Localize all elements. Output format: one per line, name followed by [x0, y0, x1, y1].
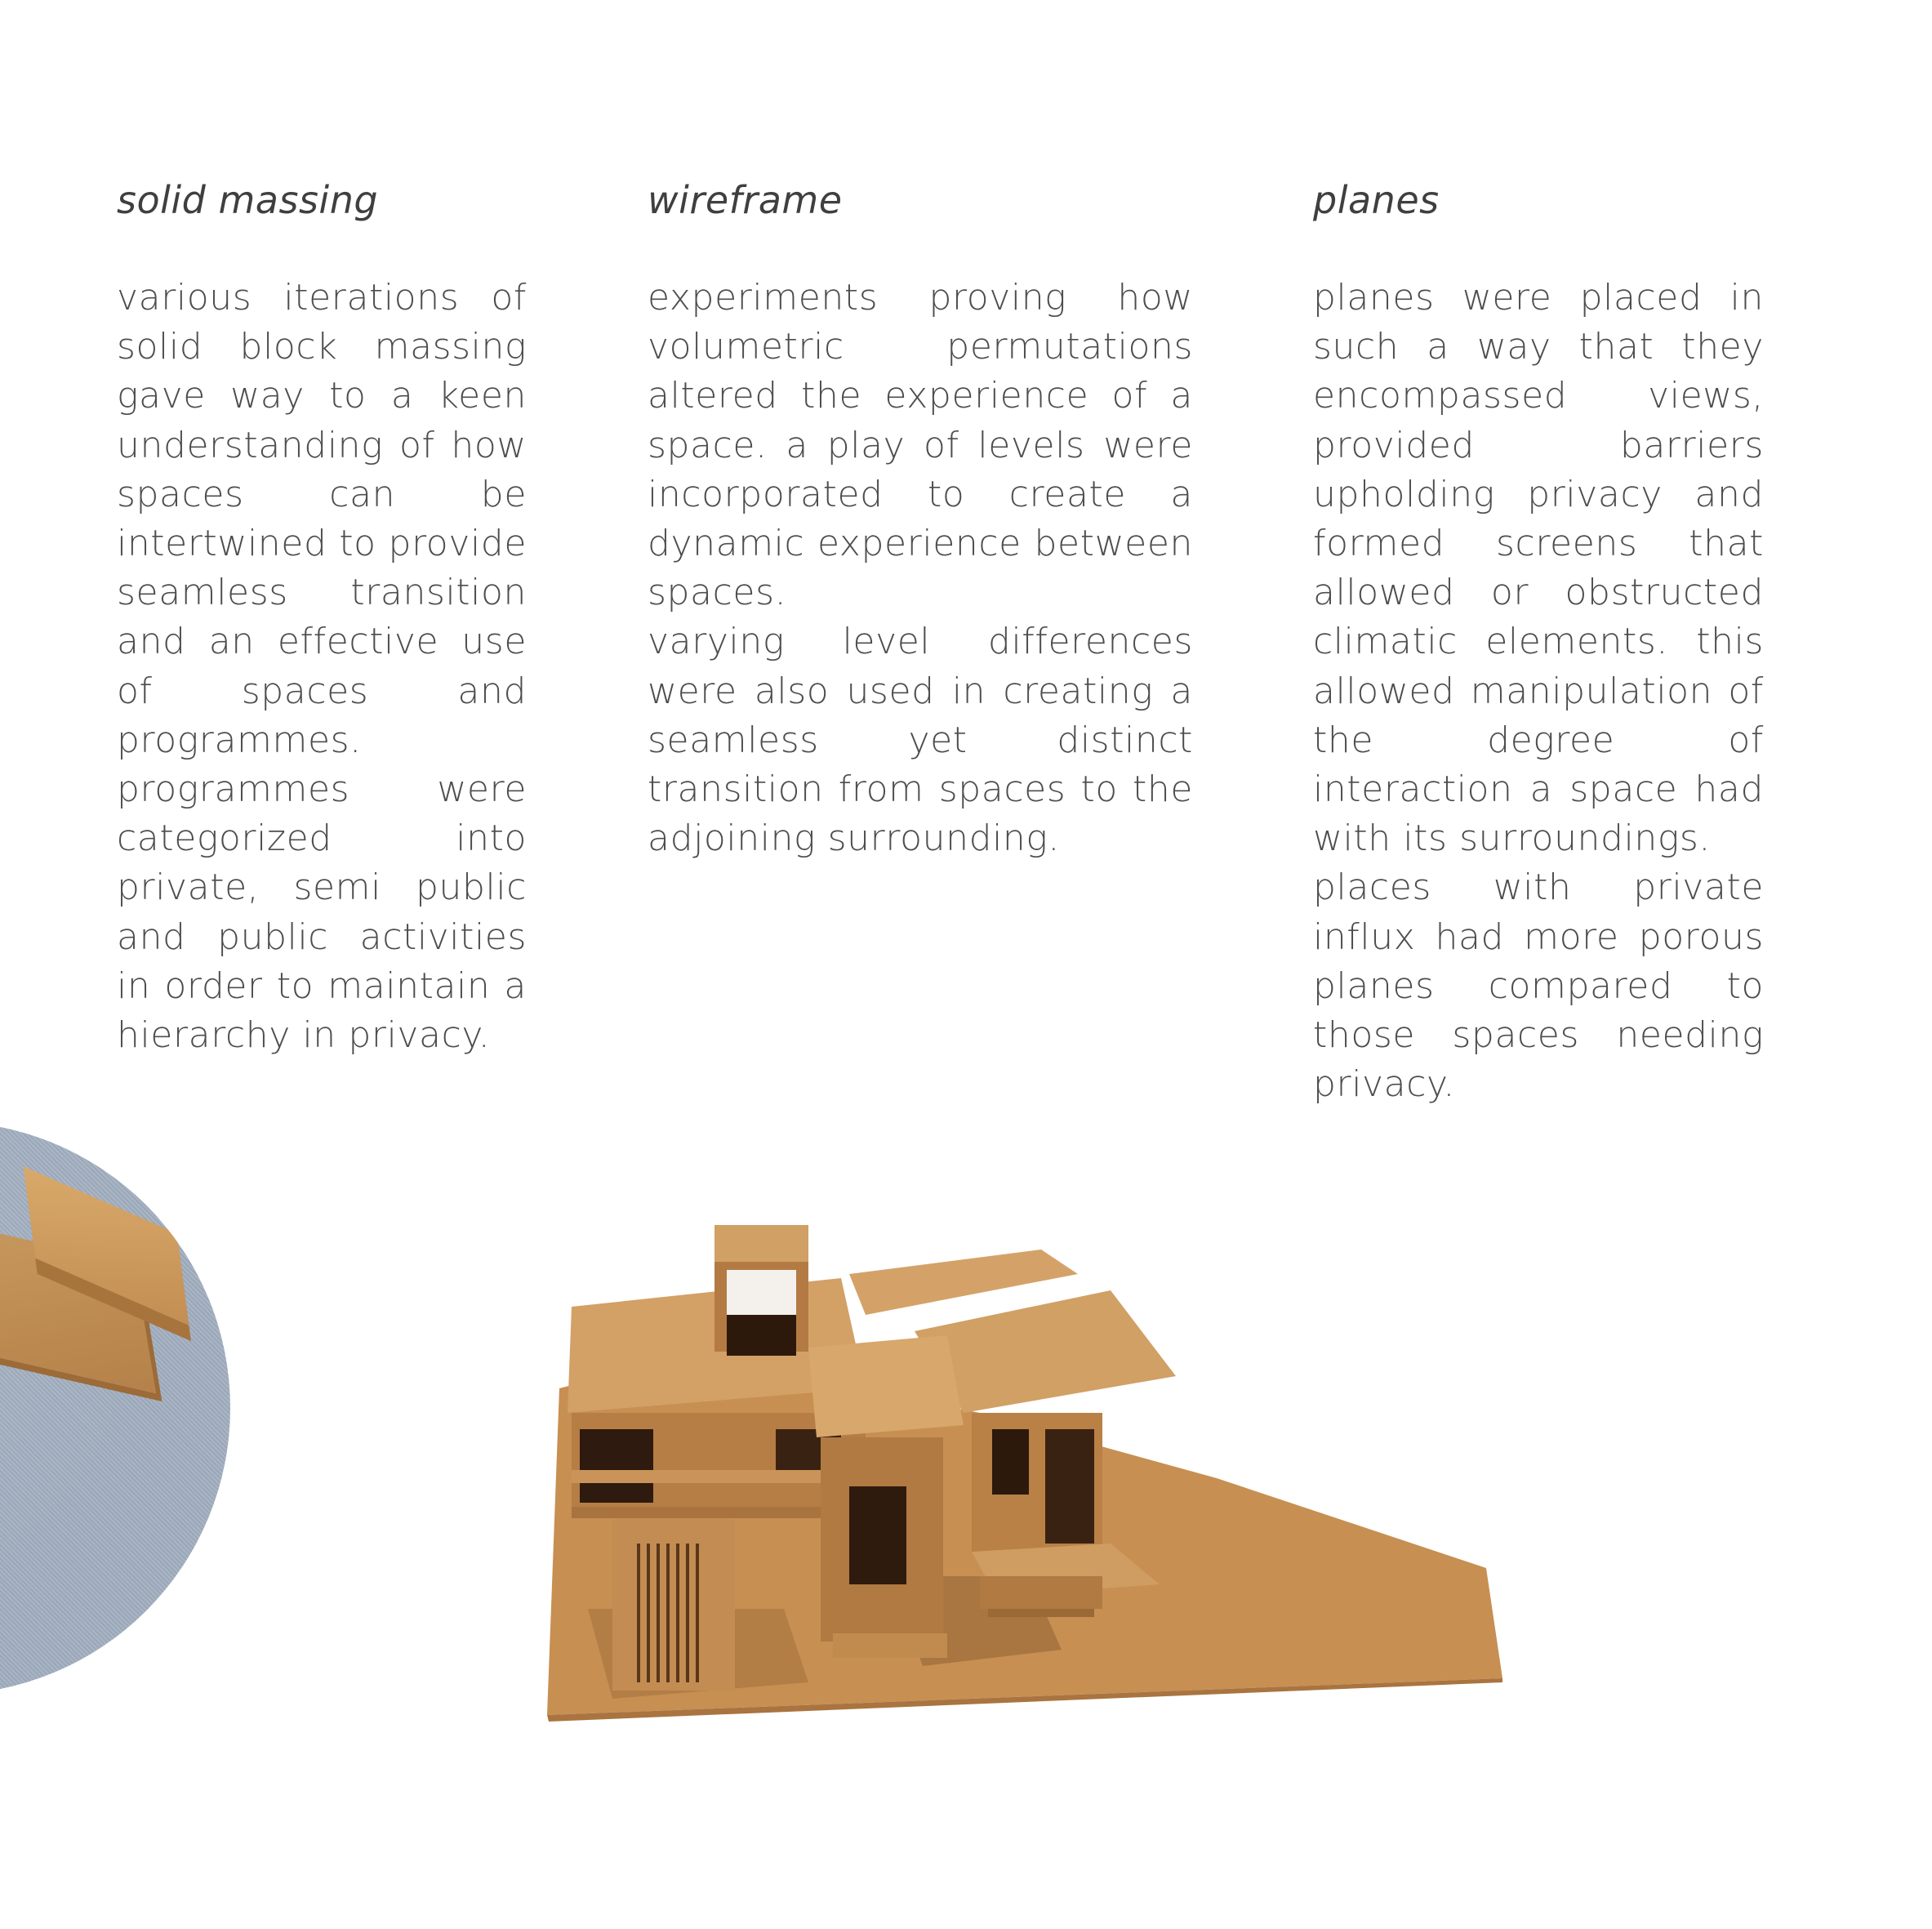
paragraph: planes were placed in such a way that they encompassed views, provided barriers upholding privacy and formed screens that allowed or obstructed climatic elements. this allowed manipulation of the degree of interaction a space had with its surroundings. [1313, 277, 1764, 860]
cardboard-model-illustration [539, 1225, 1502, 1748]
column-planes [1313, 176, 1764, 1109]
heading-planes: planes [1313, 178, 1440, 222]
paragraph: various iterations of solid block massing gave way to a keen understanding of how spaces can be intertwined to provide seamless transition and an effective use of spaces and programmes. [117, 277, 527, 761]
paragraph: places with private influx had more porous planes compared to those spaces needing privacy. [1313, 866, 1764, 1106]
column-wireframe [648, 176, 1193, 863]
paragraph: varying level differences were also used in creating a seamless yet distinct transition from spaces to the adjoining surrounding. [648, 621, 1193, 860]
paragraph: programmes were categorized into private, semi public and public activities in order to maintain a hierarchy in privacy. [117, 768, 527, 1057]
heading-wireframe: wireframe [648, 178, 843, 222]
planes-cardboard-model-photo [539, 1225, 1502, 1748]
solid-massing-model-photo [0, 1121, 230, 1695]
column-solid-massing [117, 176, 527, 1060]
paragraph: experiments proving how volumetric permutations altered the experience of a space. a play of levels were incorporated to create a dynamic experience between spaces. [648, 277, 1193, 614]
heading-solid-massing: solid massing [117, 178, 379, 222]
